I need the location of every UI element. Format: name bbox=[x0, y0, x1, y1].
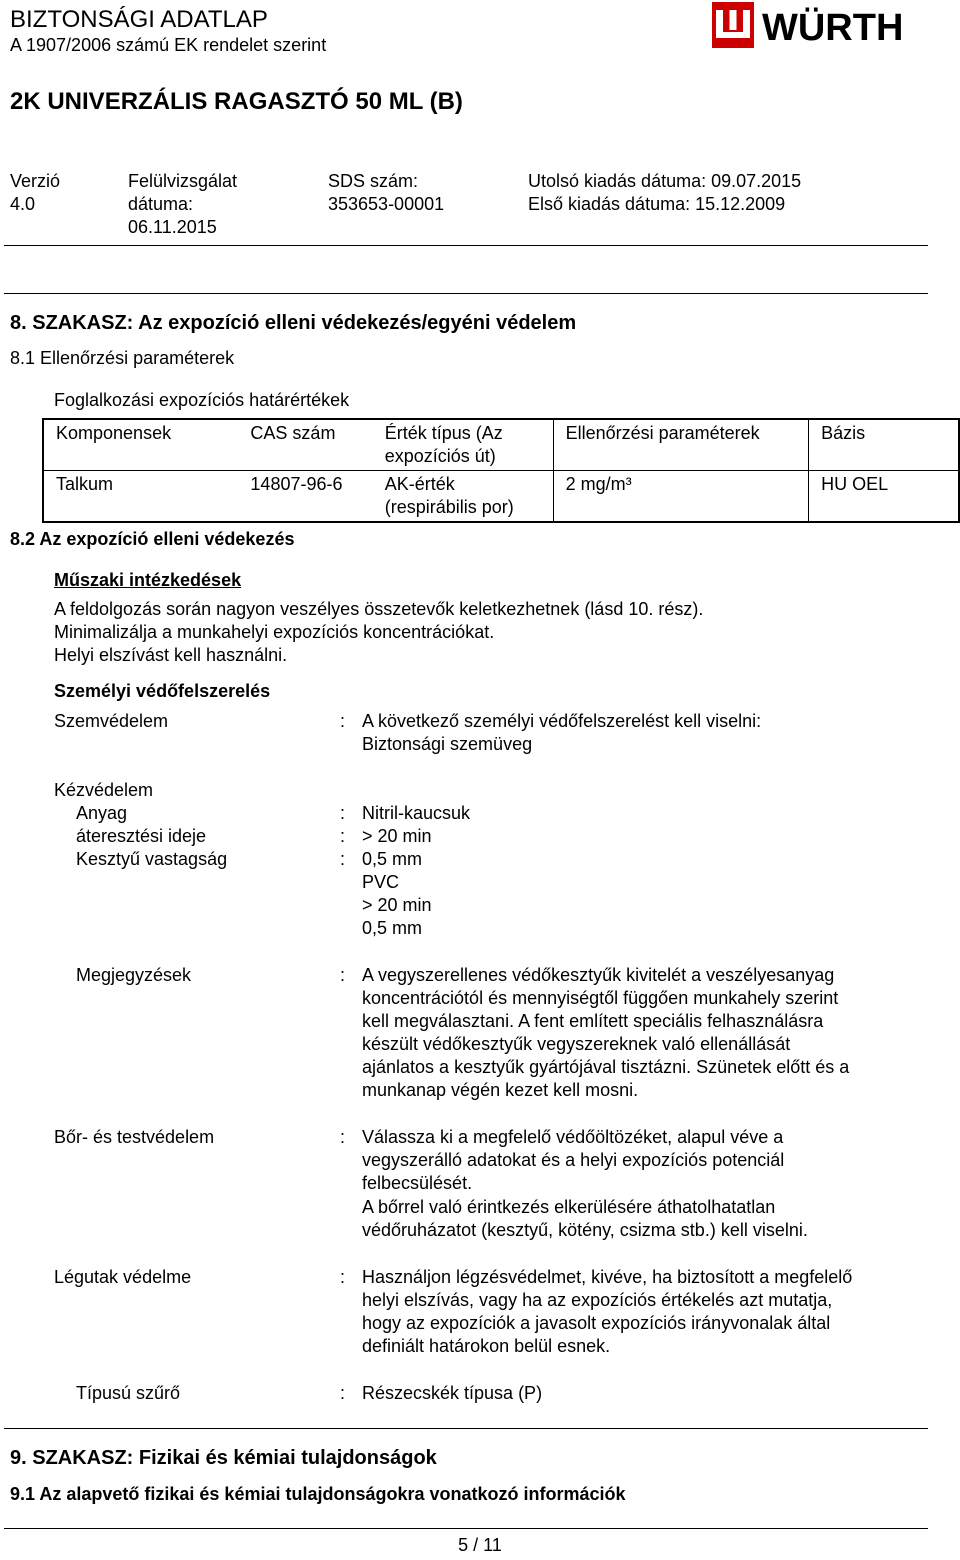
respiratory-line: hogy az expozíciók a javasolt expozíciós irányvonalak által bbox=[362, 1313, 831, 1333]
regulation-subtitle: A 1907/2006 számú EK rendelet szerint bbox=[10, 35, 327, 55]
section-divider bbox=[4, 293, 928, 294]
wurth-logo bbox=[712, 2, 937, 48]
filter-type-label: Típusú szűrő bbox=[76, 1383, 181, 1403]
colon: : bbox=[340, 1267, 346, 1287]
colon: : bbox=[340, 803, 346, 823]
colon: : bbox=[340, 1383, 346, 1403]
colon: : bbox=[340, 826, 346, 846]
respiratory-protection-label: Légutak védelme bbox=[54, 1267, 192, 1287]
remarks-line: munkanap végén kezet kell mosni. bbox=[362, 1080, 639, 1100]
material-value: Nitril-kaucsuk bbox=[362, 803, 471, 823]
table-header-cell: Komponensek bbox=[43, 419, 238, 471]
skin-line: A bőrrel való érintkezés elkerülésére áthatolhatatlan bbox=[362, 1197, 776, 1217]
table-cell: 2 mg/m³ bbox=[553, 471, 809, 523]
colon: : bbox=[340, 965, 346, 985]
engineering-line: Helyi elszívást kell használni. bbox=[54, 645, 288, 665]
engineering-line: A feldolgozás során nagyon veszélyes összetevők keletkezhetnek (lásd 10. rész). bbox=[54, 599, 704, 619]
skin-line: vegyszerálló adatokat és a helyi expozíciós potenciál bbox=[362, 1150, 785, 1170]
wurth-logo-icon bbox=[712, 2, 937, 48]
brand-wordmark: WÜRTH bbox=[762, 7, 904, 48]
sds-label: SDS szám: bbox=[328, 171, 419, 191]
product-name: 2K UNIVERZÁLIS RAGASZTÓ 50 ML (B) bbox=[10, 88, 463, 115]
glove-thickness-value: 0,5 mm bbox=[362, 849, 423, 869]
footer-divider bbox=[4, 1528, 928, 1529]
table-header-cell: Ellenőrzési paraméterek bbox=[553, 419, 809, 471]
ppe-heading: Személyi védőfelszerelés bbox=[54, 681, 271, 701]
glove-thickness-label: Kesztyű vastagság bbox=[76, 849, 228, 869]
extra-glove-value: 0,5 mm bbox=[362, 918, 423, 938]
eye-protection-label: Szemvédelem bbox=[54, 711, 169, 731]
eye-protection-value-2: Biztonsági szemüveg bbox=[362, 734, 533, 754]
section-8-title: 8. SZAKASZ: Az expozíció elleni védekezés/egyéni védelem bbox=[10, 312, 577, 334]
document-title: BIZTONSÁGI ADATLAP bbox=[10, 6, 268, 33]
table-cell: Talkum bbox=[56, 474, 114, 494]
section-9-title: 9. SZAKASZ: Fizikai és kémiai tulajdonságok bbox=[10, 1447, 437, 1469]
hand-protection-label: Kézvédelem bbox=[54, 780, 154, 800]
first-issue-date: Első kiadás dátuma: 15.12.2009 bbox=[528, 194, 786, 214]
respiratory-line: definiált határokon belül esnek. bbox=[362, 1336, 611, 1356]
section-divider bbox=[4, 1428, 928, 1429]
table-cell: AK-érték (respirábilis por) bbox=[384, 474, 514, 517]
version-label: Verzió bbox=[10, 171, 61, 191]
remarks-line: kell megválasztani. A fent említett speciális felhasználásra bbox=[362, 1011, 824, 1031]
exposure-limits-table bbox=[42, 418, 960, 523]
skin-line: védőruházatot (kesztyű, kötény, csizma stb.) kell viselni. bbox=[362, 1220, 808, 1240]
material-label: Anyag bbox=[76, 803, 128, 823]
sds-number: 353653-00001 bbox=[328, 194, 445, 214]
skin-line: Válassza ki a megfelelő védőöltözéket, alapul véve a bbox=[362, 1127, 784, 1147]
table-cell: 14807-96-6 bbox=[250, 474, 343, 494]
revision-label-2: dátuma: bbox=[128, 194, 194, 214]
header-divider bbox=[4, 245, 928, 246]
remarks-label: Megjegyzések bbox=[76, 965, 192, 985]
breakthrough-value: > 20 min bbox=[362, 826, 432, 846]
version-value: 4.0 bbox=[10, 194, 36, 214]
table-cell: HU OEL bbox=[809, 471, 959, 523]
eye-protection-value: A következő személyi védőfelszerelést kell viselni: bbox=[362, 711, 762, 731]
table-header-cell: Érték típus (Az expozíciós út) bbox=[373, 419, 553, 471]
subsection-8-1-title: 8.1 Ellenőrzési paraméterek bbox=[10, 348, 235, 368]
extra-glove-value: PVC bbox=[362, 872, 400, 892]
last-issue-date: Utolsó kiadás dátuma: 09.07.2015 bbox=[528, 171, 802, 191]
skin-line: felbecsülését. bbox=[362, 1173, 473, 1193]
respiratory-line: Használjon légzésvédelmet, kivéve, ha biztosított a megfelelő bbox=[362, 1267, 853, 1287]
remarks-line: ajánlatos a kesztyűk gyártójával tisztázni. Szünetek előtt és a bbox=[362, 1057, 850, 1077]
engineering-controls-heading: Műszaki intézkedések bbox=[54, 570, 242, 590]
remarks-line: készült védőkesztyűk vegyszereknek való ellenállását bbox=[362, 1034, 791, 1054]
page-number: 5 / 11 bbox=[458, 1535, 502, 1555]
table-header-cell: CAS szám bbox=[238, 419, 372, 471]
revision-label: Felülvizsgálat bbox=[128, 171, 238, 191]
oel-heading: Foglalkozási expozíciós határértékek bbox=[54, 390, 350, 410]
extra-glove-value: > 20 min bbox=[362, 895, 432, 915]
remarks-line: koncentrációtól és mennyiségtől függően munkahely szerint bbox=[362, 988, 839, 1008]
breakthrough-label: áteresztési ideje bbox=[76, 826, 207, 846]
subsection-9-1-title: 9.1 Az alapvető fizikai és kémiai tulajdonságokra vonatkozó információk bbox=[10, 1484, 626, 1504]
subsection-8-2-title: 8.2 Az expozíció elleni védekezés bbox=[10, 529, 295, 549]
revision-date: 06.11.2015 bbox=[128, 217, 217, 237]
filter-type-value: Részecskék típusa (P) bbox=[362, 1383, 543, 1403]
table-row bbox=[43, 471, 959, 523]
table-header-row bbox=[43, 419, 959, 471]
table-header-cell: Bázis bbox=[809, 419, 959, 471]
colon: : bbox=[340, 1127, 346, 1147]
colon: : bbox=[340, 849, 346, 869]
remarks-line: A vegyszerellenes védőkesztyűk kivitelét a veszélyesanyag bbox=[362, 965, 835, 985]
respiratory-line: helyi elszívás, vagy ha az expozíciós értékelés azt mutatja, bbox=[362, 1290, 833, 1310]
skin-protection-label: Bőr- és testvédelem bbox=[54, 1127, 215, 1147]
colon: : bbox=[340, 711, 346, 731]
engineering-line: Minimalizálja a munkahelyi expozíciós koncentrációkat. bbox=[54, 622, 495, 642]
